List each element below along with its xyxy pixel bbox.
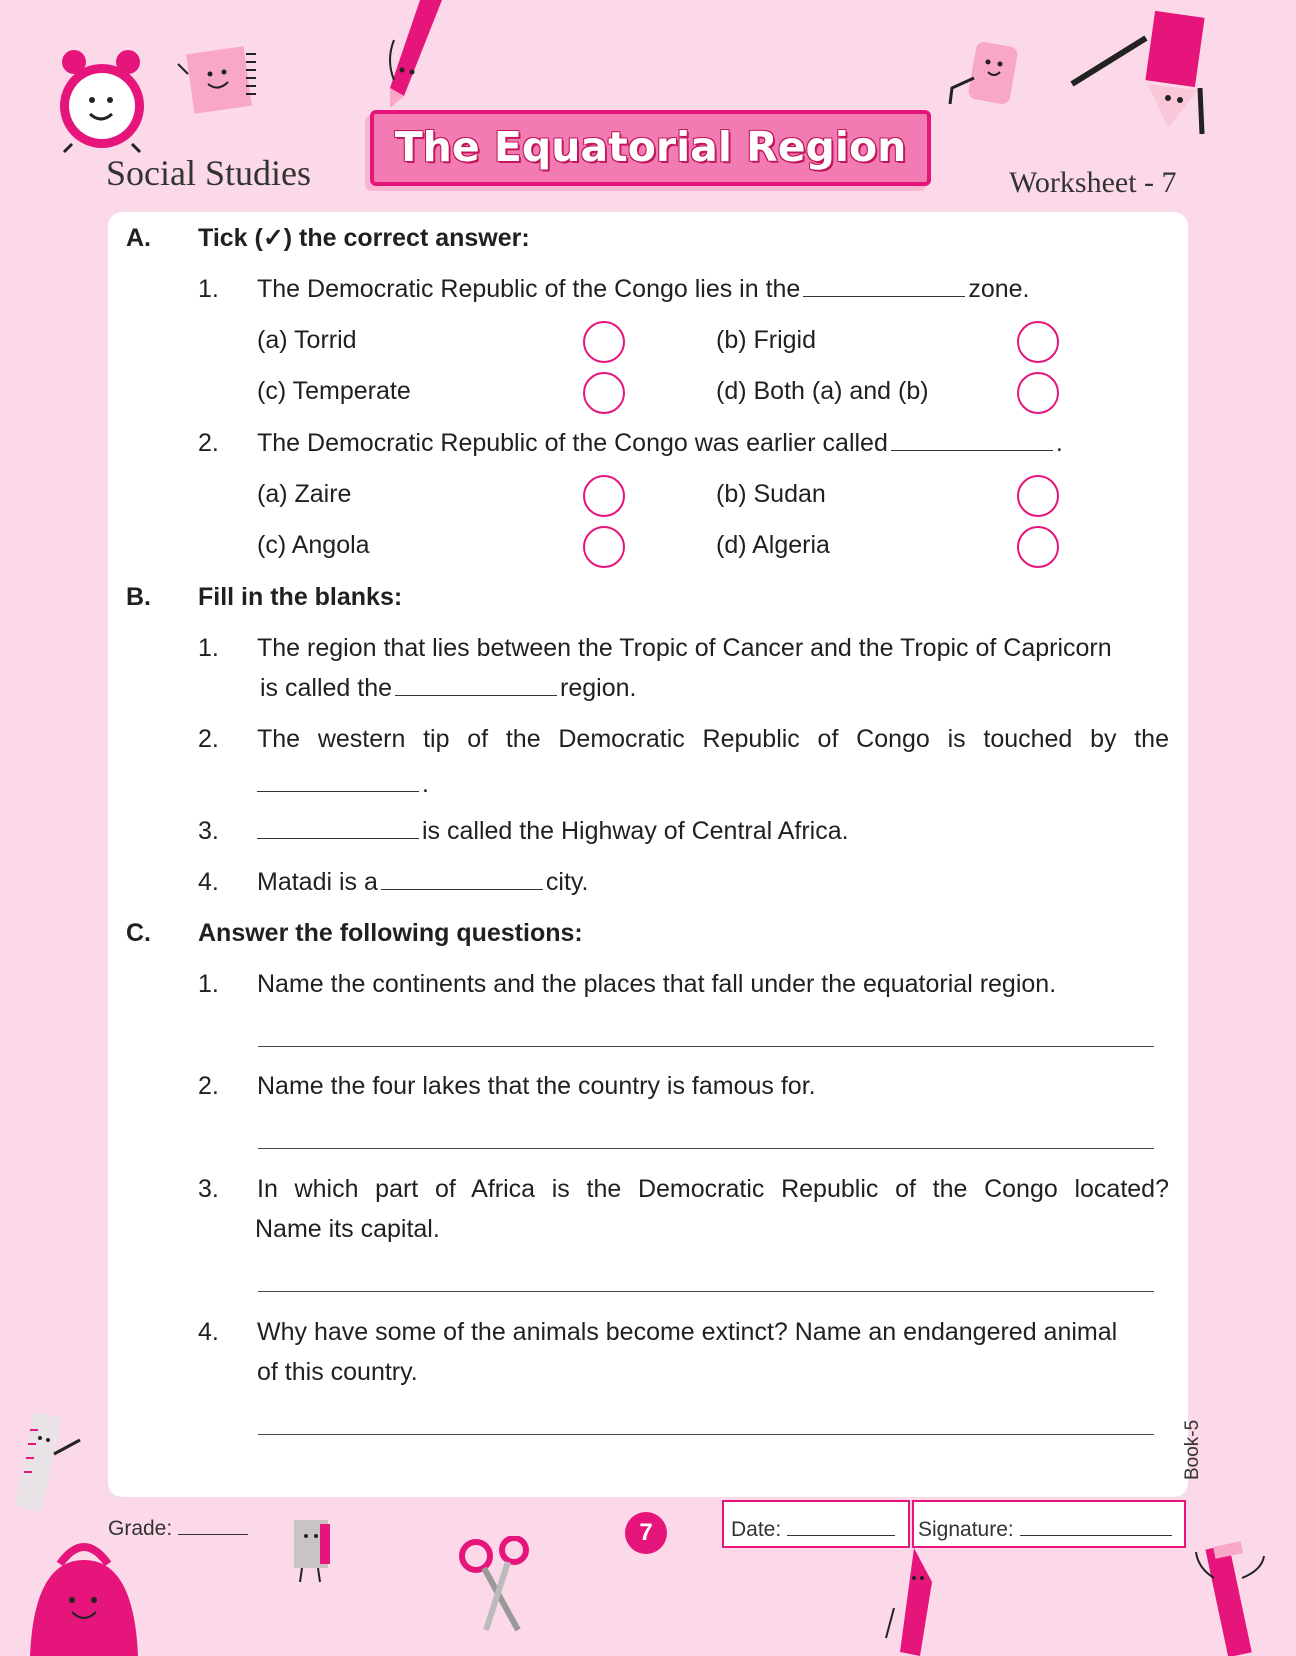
item-text: In which part of Africa is the Democratic Republic of the Congo located? <box>257 1175 1169 1203</box>
section-b-letter: B. <box>126 583 151 611</box>
date-label: Date: <box>731 1518 782 1541</box>
page-title: The Equatorial Region <box>394 123 907 171</box>
ruler-character-icon <box>10 1410 90 1530</box>
date-box[interactable] <box>722 1500 910 1548</box>
pencil-icon <box>380 0 450 110</box>
item-text: is called the region. <box>260 674 637 702</box>
item-number: 2. <box>198 725 219 753</box>
item-number: 4. <box>198 868 219 896</box>
item-number: 1. <box>198 970 219 998</box>
question-text: The Democratic Republic of the Congo was earlier called . <box>257 429 1063 457</box>
section-a-letter: A. <box>126 224 151 252</box>
title-banner <box>370 110 931 186</box>
option-circle[interactable] <box>1017 372 1059 414</box>
item-text: Matadi is a city. <box>257 868 589 896</box>
question-number: 1. <box>198 275 219 303</box>
date-blank[interactable] <box>787 1519 895 1536</box>
answer-blank[interactable] <box>257 769 419 792</box>
option-label: (b) Frigid <box>716 326 817 354</box>
option-circle[interactable] <box>583 372 625 414</box>
question-number: 2. <box>198 429 219 457</box>
section-a-heading: Tick (✓) the correct answer: <box>198 224 530 252</box>
signature-blank[interactable] <box>1020 1519 1172 1536</box>
option-label: (c) Temperate <box>257 377 411 405</box>
option-circle[interactable] <box>1017 321 1059 363</box>
item-number: 1. <box>198 634 219 662</box>
grade-blank[interactable] <box>178 1518 248 1535</box>
item-number: 3. <box>198 817 219 845</box>
grade-field: Grade: <box>108 1517 248 1541</box>
option-circle[interactable] <box>1017 526 1059 568</box>
answer-line[interactable] <box>258 1148 1154 1149</box>
book-label: Book-5 <box>1182 1419 1203 1480</box>
answer-line[interactable] <box>258 1434 1154 1435</box>
signature-label: Signature: <box>918 1518 1014 1541</box>
section-c-heading: Answer the following questions: <box>198 919 583 947</box>
answer-line[interactable] <box>258 1046 1154 1047</box>
scissors-icon <box>456 1536 536 1636</box>
signature-box[interactable] <box>912 1500 1186 1548</box>
alarm-clock-icon <box>52 44 152 154</box>
option-label: (a) Zaire <box>257 480 352 508</box>
item-text: Name the continents and the places that fall under the equatorial region. <box>257 970 1057 998</box>
item-number: 4. <box>198 1318 219 1346</box>
answer-line[interactable] <box>258 1291 1154 1292</box>
item-text: Name its capital. <box>255 1215 440 1243</box>
page-number: 7 <box>625 1512 667 1554</box>
option-circle[interactable] <box>583 321 625 363</box>
answer-blank[interactable] <box>891 428 1053 451</box>
eraser-icon <box>944 38 1024 118</box>
pencil-character-icon <box>1070 8 1220 138</box>
option-label: (c) Angola <box>257 531 370 559</box>
item-text: Why have some of the animals become extinct? Name an endangered animal <box>257 1318 1118 1346</box>
item-text: Name the four lakes that the country is famous for. <box>257 1072 816 1100</box>
option-circle[interactable] <box>583 526 625 568</box>
worksheet-number: Worksheet - 7 <box>1009 166 1177 199</box>
answer-blank[interactable] <box>395 673 557 696</box>
item-text: The region that lies between the Tropic of Cancer and the Tropic of Capricorn <box>257 634 1112 662</box>
option-circle[interactable] <box>1017 475 1059 517</box>
item-number: 2. <box>198 1072 219 1100</box>
item-text: is called the Highway of Central Africa. <box>257 815 849 847</box>
pen-character-icon <box>1192 1538 1272 1656</box>
option-circle[interactable] <box>583 475 625 517</box>
notepad-icon <box>176 44 266 124</box>
subject-label: Social Studies <box>106 153 311 193</box>
item-text: The western tip of the Democratic Republic of Congo is touched by the <box>257 725 1169 753</box>
section-c-letter: C. <box>126 919 151 947</box>
section-b-heading: Fill in the blanks: <box>198 583 403 611</box>
crayon-character-icon <box>884 1548 954 1656</box>
option-label: (d) Both (a) and (b) <box>716 377 929 405</box>
question-text: The Democratic Republic of the Congo lies in the zone. <box>257 275 1030 303</box>
item-number: 3. <box>198 1175 219 1203</box>
answer-blank[interactable] <box>257 816 419 839</box>
option-label: (a) Torrid <box>257 326 357 354</box>
item-text: of this country. <box>257 1358 418 1386</box>
sharpener-icon <box>282 1516 342 1586</box>
option-label: (b) Sudan <box>716 480 826 508</box>
answer-blank[interactable] <box>803 274 965 297</box>
answer-blank[interactable] <box>381 867 543 890</box>
option-label: (d) Algeria <box>716 531 830 559</box>
item-text: . <box>257 768 429 800</box>
